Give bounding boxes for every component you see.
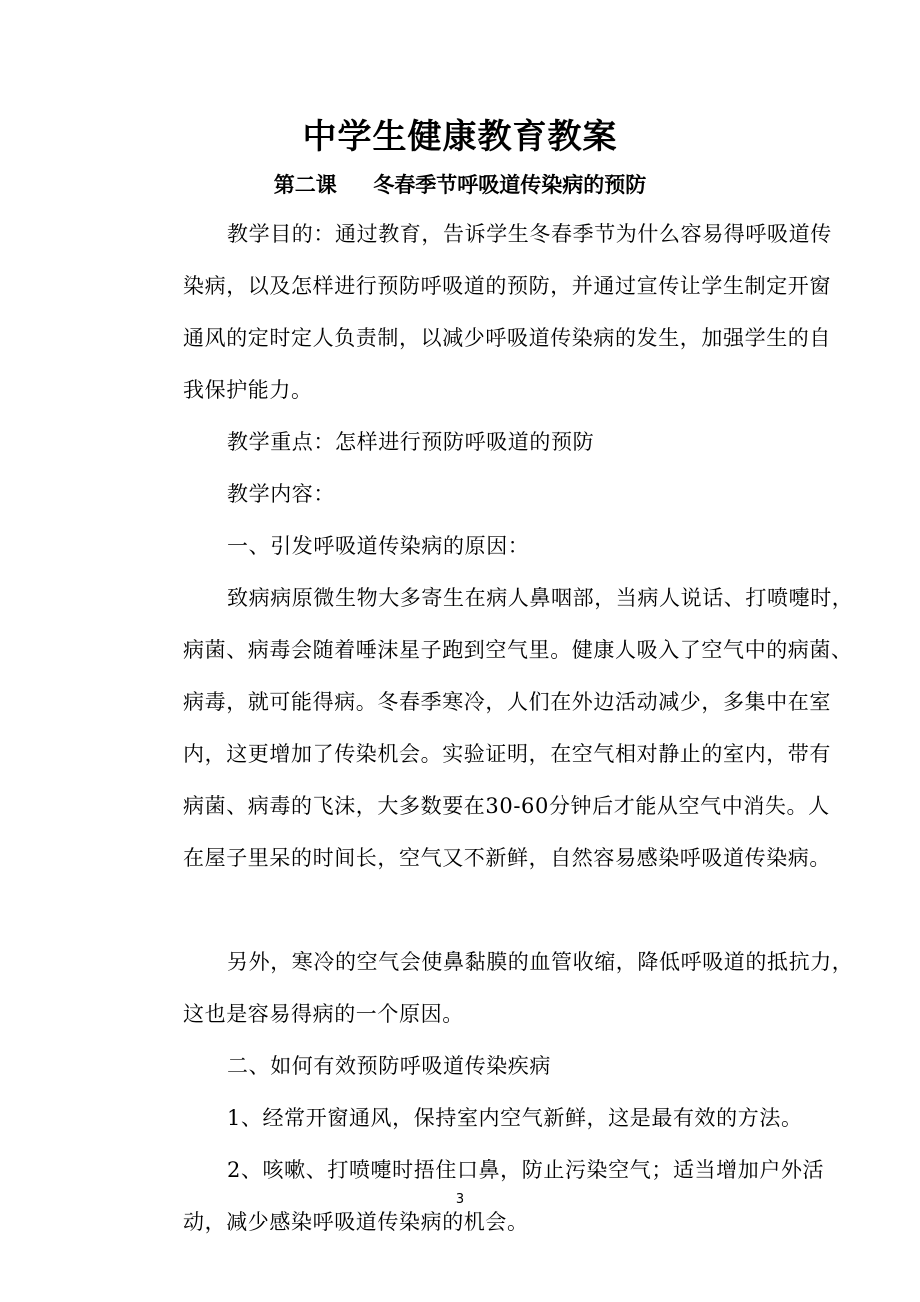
prevention-item-1 [139,1092,803,1144]
text-line: 致病病原微生物大多寄生在病人鼻咽部，当病人说话、打喷嚏时， [227,586,854,610]
section-heading-causes [139,520,799,572]
text-line: 动，减少感染呼吸道传染病的机会。 [183,1210,529,1234]
text-line: 染病，以及怎样进行预防呼吸道的预防，并通过宣传让学生制定开窗 [183,274,831,298]
paragraph-teaching-content [139,468,799,520]
document-body [139,208,854,1248]
document-title: 中学生健康教育教案 [302,117,618,157]
paragraph-cold-air [139,936,854,1040]
paragraph-causes [139,572,854,884]
text-line: 我保护能力。 [183,378,313,402]
paragraph-teaching-focus [139,416,799,468]
text-line: 教学目的：通过教育，告诉学生冬春季节为什么容易得呼吸道传 [227,222,832,246]
paragraph-teaching-purpose [139,208,832,416]
text-line: 在屋子里呆的时间长，空气又不新鲜，自然容易感染呼吸道传染病。 [183,846,831,870]
text-line: 一、引发呼吸道传染病的原因： [227,534,530,558]
text-line: 病菌、病毒的飞沫，大多数要在30-60分钟后才能从空气中消失。人 [183,794,830,818]
text-line: 这也是容易得病的一个原因。 [183,1002,464,1026]
text-line: 病毒，就可能得病。冬春季寒冷，人们在外边活动减少，多集中在室 [183,690,831,714]
text-line: 通风的定时定人负责制，以减少呼吸道传染病的发生，加强学生的自 [183,326,831,350]
text-line: 内，这更增加了传染机会。实验证明，在空气相对静止的室内，带有 [183,742,831,766]
text-line: 1、经常开窗通风，保持室内空气新鲜，这是最有效的方法。 [227,1106,803,1130]
blank-line [139,884,799,936]
text-line: 另外，寒冷的空气会使鼻黏膜的血管收缩，降低呼吸道的抵抗力， [227,950,854,974]
text-line: 教学重点：怎样进行预防呼吸道的预防 [227,430,595,454]
text-line: 病菌、病毒会随着唾沫星子跑到空气里。健康人吸入了空气中的病菌、 [183,638,853,662]
lesson-subtitle: 第二课 冬春季节呼吸道传染病的预防 [273,173,647,197]
text-line: 2、咳嗽、打喷嚏时捂住口鼻，防止污染空气；适当增加户外活 [227,1158,825,1182]
text-line: 二、如何有效预防呼吸道传染疾病 [227,1054,551,1078]
section-heading-prevention [139,1040,799,1092]
page-number: 3 [455,1192,465,1207]
text-line: 教学内容： [227,482,335,506]
